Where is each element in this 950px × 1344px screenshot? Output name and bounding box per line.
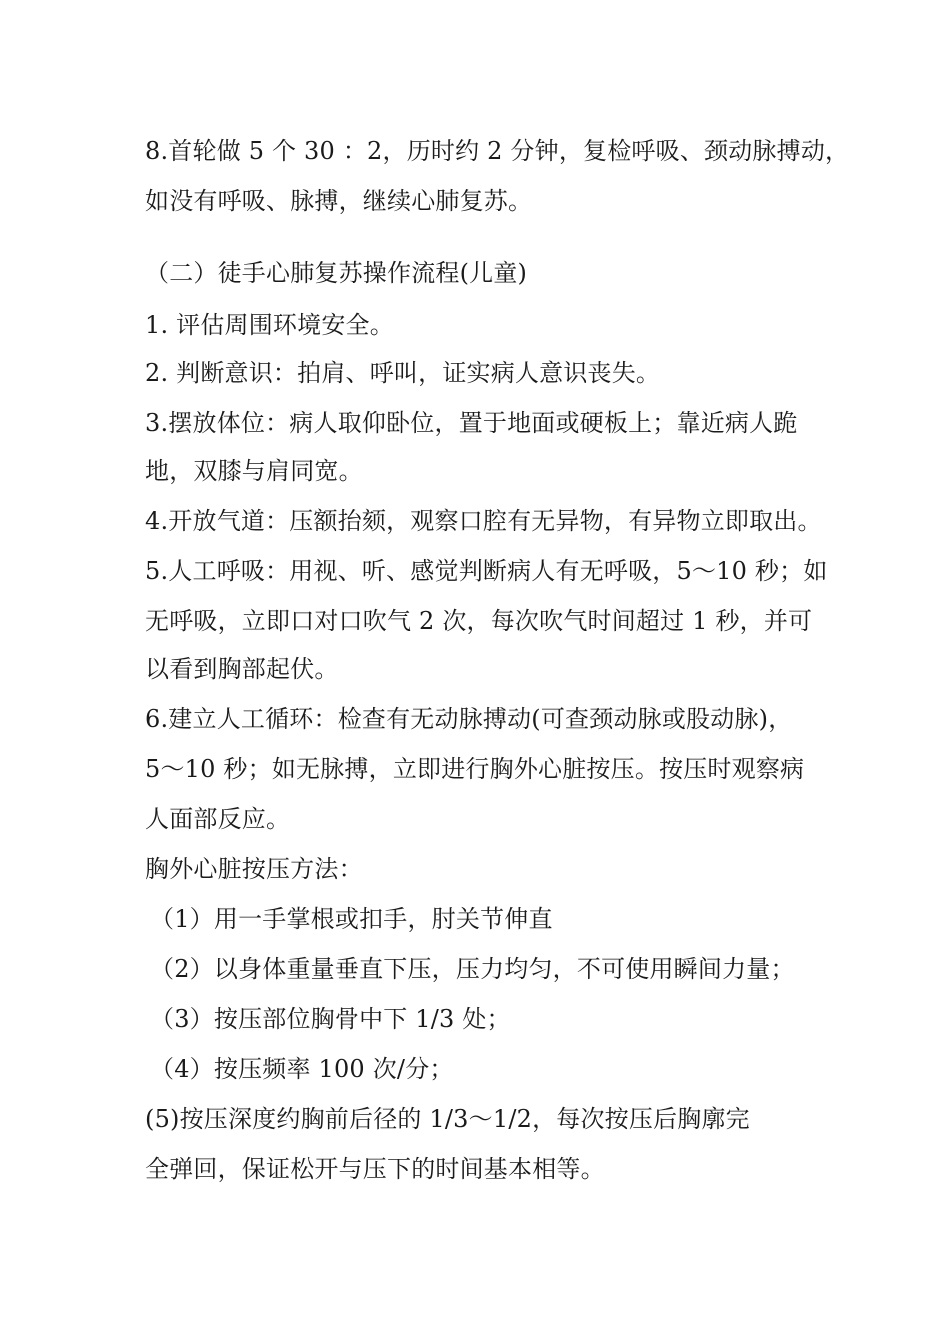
compression-item-5-line-1: (5)按压深度约胸前后径的 1/3～1/2，每次按压后胸廓完: [145, 1105, 750, 1133]
step-8-line-1: 8.首轮做 5 个 30 ：2，历时约 2 分钟，复检呼吸、颈动脉搏动，: [145, 137, 850, 165]
step-8-line-2: 如没有呼吸、脉搏，继续心肺复苏。: [145, 187, 533, 215]
compression-method-heading: 胸外心脏按压方法：: [145, 855, 363, 883]
child-step-3-line-1: 3.摆放体位：病人取仰卧位，置于地面或硬板上；靠近病人跪: [145, 409, 798, 437]
child-step-2: 2. 判断意识：拍肩、呼叫，证实病人意识丧失。: [145, 359, 661, 387]
child-step-5-line-1: 5.人工呼吸：用视、听、感觉判断病人有无呼吸，5～10 秒；如: [145, 557, 828, 585]
compression-item-5-line-2: 全弹回，保证松开与压下的时间基本相等。: [145, 1155, 605, 1183]
child-step-6-line-2: 5～10 秒；如无脉搏，立即进行胸外心脏按压。按压时观察病: [145, 755, 805, 783]
child-step-1: 1. 评估周围环境安全。: [145, 311, 394, 339]
section-heading-children: （二）徒手心肺复苏操作流程(儿童): [145, 259, 528, 287]
child-step-5-line-2: 无呼吸，立即口对口吹气 2 次，每次吹气时间超过 1 秒，并可: [145, 607, 813, 635]
child-step-6-line-3: 人面部反应。: [145, 805, 291, 833]
child-step-5-line-3: 以看到胸部起伏。: [145, 655, 339, 683]
child-step-6-line-1: 6.建立人工循环：检查有无动脉搏动(可查颈动脉或股动脉)，: [145, 705, 793, 733]
child-step-3-line-2: 地，双膝与肩同宽。: [145, 457, 363, 485]
compression-item-1: （1）用一手掌根或扣手，肘关节伸直: [150, 905, 553, 933]
child-step-4: 4.开放气道：压额抬颏，观察口腔有无异物，有异物立即取出。: [145, 507, 822, 535]
compression-item-3: （3）按压部位胸骨中下 1/3 处；: [150, 1005, 511, 1033]
compression-item-2: （2）以身体重量垂直下压，压力均匀，不可使用瞬间力量；: [150, 955, 795, 983]
compression-item-4: （4）按压频率 100 次/分；: [150, 1055, 454, 1083]
